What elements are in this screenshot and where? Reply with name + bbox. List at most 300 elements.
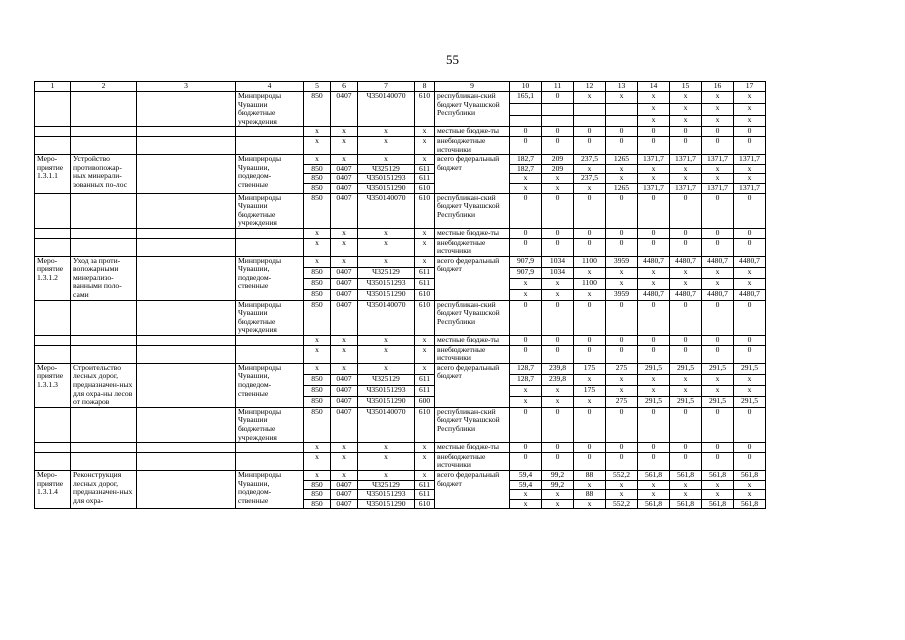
- source-cell: местные бюдже-ты: [435, 443, 510, 453]
- executor-cell: Минприроды Чувашии, подведом-ственные: [236, 256, 304, 300]
- code-cell: x: [415, 127, 435, 137]
- code-cell: Ч325129: [358, 480, 415, 490]
- value-cell: x: [734, 480, 766, 490]
- code-cell: 0407: [331, 193, 358, 228]
- value-cell: 291,5: [734, 363, 766, 374]
- value-cell: 0: [574, 127, 606, 137]
- measure-name-cell: [71, 407, 137, 442]
- value-cell: 0: [638, 193, 670, 228]
- value-cell: x: [670, 174, 702, 184]
- value-cell: x: [702, 92, 734, 104]
- target-cell: [137, 193, 236, 228]
- code-cell: 0407: [331, 385, 358, 396]
- code-cell: 0407: [331, 499, 358, 509]
- value-cell: 0: [574, 136, 606, 154]
- value-cell: x: [574, 164, 606, 174]
- value-cell: 0: [638, 238, 670, 256]
- value-cell: 0: [542, 407, 574, 442]
- value-cell: 0: [670, 345, 702, 363]
- value-cell: 239,8: [542, 374, 574, 385]
- value-cell: 907,9: [510, 267, 542, 278]
- target-cell: [137, 136, 236, 154]
- measure-name-cell: Устройство противопожар-ных минерали-зованных по-лос: [71, 155, 137, 193]
- value-cell: [606, 115, 638, 127]
- table-row: [35, 136, 766, 154]
- value-cell: [574, 103, 606, 115]
- code-cell: 610: [415, 499, 435, 509]
- value-cell: 0: [702, 127, 734, 137]
- value-cell: 561,8: [734, 499, 766, 509]
- value-cell: x: [510, 490, 542, 500]
- measure-cell: [35, 443, 71, 453]
- value-cell: 0: [542, 193, 574, 228]
- value-cell: 0: [734, 452, 766, 470]
- value-cell: 0: [510, 407, 542, 442]
- source-cell: республикан-ский бюджет Чувашской Республики: [435, 300, 510, 335]
- code-cell: 850: [304, 407, 331, 442]
- value-cell: 0: [702, 452, 734, 470]
- header-cell: 17: [734, 82, 766, 92]
- code-cell: x: [304, 443, 331, 453]
- value-cell: 1034: [542, 256, 574, 267]
- code-cell: x: [358, 443, 415, 453]
- value-cell: 182,7: [510, 155, 542, 165]
- code-cell: x: [358, 155, 415, 165]
- executor-cell: Минприроды Чувашии, подведом-ственные: [236, 470, 304, 508]
- value-cell: 0: [702, 345, 734, 363]
- code-cell: 850: [304, 174, 331, 184]
- header-cell: 9: [435, 82, 510, 92]
- value-cell: 4480,7: [702, 289, 734, 300]
- code-cell: 850: [304, 480, 331, 490]
- code-cell: x: [304, 155, 331, 165]
- executor-cell: Минприроды Чувашии, подведом-ственные: [236, 363, 304, 407]
- value-cell: 182,7: [510, 164, 542, 174]
- target-cell: [137, 238, 236, 256]
- code-cell: 850: [304, 374, 331, 385]
- code-cell: x: [331, 136, 358, 154]
- table-row: [35, 238, 766, 256]
- value-cell: x: [510, 183, 542, 193]
- value-cell: 0: [670, 193, 702, 228]
- table-row: [35, 193, 766, 228]
- header-cell: 8: [415, 82, 435, 92]
- code-cell: x: [331, 470, 358, 480]
- measure-name-cell: [71, 452, 137, 470]
- code-cell: x: [304, 256, 331, 267]
- code-cell: x: [304, 345, 331, 363]
- value-cell: 0: [670, 407, 702, 442]
- code-cell: 0407: [331, 480, 358, 490]
- code-cell: 611: [415, 490, 435, 500]
- value-cell: x: [510, 396, 542, 407]
- code-cell: x: [415, 336, 435, 346]
- value-cell: x: [574, 267, 606, 278]
- table-row: [35, 407, 766, 442]
- measure-cell: Меро-приятие 1.3.1.4: [35, 470, 71, 508]
- value-cell: x: [574, 396, 606, 407]
- code-cell: x: [358, 136, 415, 154]
- value-cell: 0: [638, 127, 670, 137]
- value-cell: 0: [542, 452, 574, 470]
- code-cell: 611: [415, 385, 435, 396]
- executor-cell: Минприроды Чувашии, подведом-ственные: [236, 155, 304, 193]
- table-row: [35, 127, 766, 137]
- value-cell: 275: [606, 396, 638, 407]
- header-cell: 3: [137, 82, 236, 92]
- code-cell: x: [331, 155, 358, 165]
- value-cell: 0: [542, 238, 574, 256]
- value-cell: 237,5: [574, 155, 606, 165]
- value-cell: x: [734, 374, 766, 385]
- value-cell: 0: [702, 136, 734, 154]
- code-cell: x: [415, 345, 435, 363]
- value-cell: 0: [702, 407, 734, 442]
- value-cell: 291,5: [638, 363, 670, 374]
- code-cell: Ч350140070: [358, 300, 415, 335]
- executor-cell: [236, 127, 304, 137]
- value-cell: 0: [574, 345, 606, 363]
- code-cell: x: [358, 238, 415, 256]
- value-cell: 291,5: [638, 396, 670, 407]
- value-cell: x: [606, 92, 638, 104]
- measure-cell: [35, 407, 71, 442]
- value-cell: 0: [606, 193, 638, 228]
- value-cell: 0: [734, 345, 766, 363]
- header-cell: 16: [702, 82, 734, 92]
- value-cell: 0: [734, 136, 766, 154]
- value-cell: 291,5: [702, 363, 734, 374]
- executor-cell: Минприроды Чувашии бюджетные учреждения: [236, 92, 304, 127]
- value-cell: 59,4: [510, 480, 542, 490]
- value-cell: x: [702, 164, 734, 174]
- value-cell: x: [510, 174, 542, 184]
- value-cell: x: [638, 103, 670, 115]
- header-cell: 10: [510, 82, 542, 92]
- value-cell: 1100: [574, 278, 606, 289]
- code-cell: x: [304, 363, 331, 374]
- value-cell: x: [734, 92, 766, 104]
- code-cell: 850: [304, 92, 331, 127]
- value-cell: 0: [606, 300, 638, 335]
- value-cell: 1265: [606, 155, 638, 165]
- value-cell: 561,8: [702, 499, 734, 509]
- value-cell: x: [702, 267, 734, 278]
- value-cell: 0: [670, 452, 702, 470]
- value-cell: 1371,7: [702, 183, 734, 193]
- value-cell: 561,8: [638, 470, 670, 480]
- code-cell: x: [415, 452, 435, 470]
- value-cell: 209: [542, 155, 574, 165]
- measure-name-cell: [71, 345, 137, 363]
- value-cell: 0: [510, 300, 542, 335]
- value-cell: 0: [606, 238, 638, 256]
- value-cell: 0: [574, 238, 606, 256]
- table-row: [35, 345, 766, 363]
- value-cell: 0: [670, 228, 702, 238]
- value-cell: x: [670, 480, 702, 490]
- value-cell: x: [542, 183, 574, 193]
- measure-cell: [35, 127, 71, 137]
- value-cell: 0: [734, 407, 766, 442]
- code-cell: Ч350140070: [358, 407, 415, 442]
- value-cell: x: [734, 267, 766, 278]
- code-cell: Ч350151290: [358, 183, 415, 193]
- value-cell: 0: [574, 300, 606, 335]
- header-cell: 5: [304, 82, 331, 92]
- source-cell: республикан-ский бюджет Чувашской Республики: [435, 193, 510, 228]
- code-cell: x: [304, 336, 331, 346]
- header-cell: 14: [638, 82, 670, 92]
- value-cell: x: [638, 278, 670, 289]
- value-cell: x: [638, 267, 670, 278]
- executor-cell: Минприроды Чувашии бюджетные учреждения: [236, 193, 304, 228]
- code-cell: 0407: [331, 300, 358, 335]
- code-cell: x: [415, 155, 435, 165]
- code-cell: x: [331, 452, 358, 470]
- value-cell: 0: [574, 336, 606, 346]
- value-cell: 0: [606, 228, 638, 238]
- measure-cell: [35, 238, 71, 256]
- table-row: [35, 92, 766, 104]
- code-cell: x: [358, 452, 415, 470]
- value-cell: 237,5: [574, 174, 606, 184]
- source-cell: внебюджетные источники: [435, 238, 510, 256]
- value-cell: x: [606, 480, 638, 490]
- value-cell: 4480,7: [734, 289, 766, 300]
- code-cell: Ч325129: [358, 267, 415, 278]
- value-cell: 0: [702, 228, 734, 238]
- measure-name-cell: [71, 238, 137, 256]
- value-cell: 0: [670, 127, 702, 137]
- target-cell: [137, 155, 236, 193]
- value-cell: 0: [638, 228, 670, 238]
- value-cell: x: [510, 385, 542, 396]
- value-cell: 0: [670, 136, 702, 154]
- code-cell: x: [415, 136, 435, 154]
- value-cell: 0: [702, 336, 734, 346]
- value-cell: 552,2: [606, 499, 638, 509]
- value-cell: x: [574, 92, 606, 104]
- value-cell: 4480,7: [670, 256, 702, 267]
- code-cell: x: [331, 345, 358, 363]
- value-cell: 0: [542, 228, 574, 238]
- value-cell: x: [638, 115, 670, 127]
- value-cell: 0: [638, 336, 670, 346]
- value-cell: 4480,7: [734, 256, 766, 267]
- value-cell: 0: [734, 127, 766, 137]
- value-cell: 175: [574, 385, 606, 396]
- target-cell: [137, 228, 236, 238]
- value-cell: 561,8: [638, 499, 670, 509]
- header-cell: 6: [331, 82, 358, 92]
- value-cell: x: [638, 374, 670, 385]
- code-cell: 0407: [331, 278, 358, 289]
- value-cell: 88: [574, 470, 606, 480]
- code-cell: x: [331, 256, 358, 267]
- value-cell: [574, 115, 606, 127]
- value-cell: x: [638, 174, 670, 184]
- code-cell: Ч350140070: [358, 193, 415, 228]
- code-cell: Ч350151293: [358, 278, 415, 289]
- code-cell: x: [415, 363, 435, 374]
- code-cell: 611: [415, 374, 435, 385]
- table-row: [35, 300, 766, 335]
- value-cell: 0: [734, 238, 766, 256]
- value-cell: x: [542, 499, 574, 509]
- code-cell: 610: [415, 92, 435, 127]
- source-cell: внебюджетные источники: [435, 345, 510, 363]
- value-cell: 0: [670, 238, 702, 256]
- value-cell: x: [510, 289, 542, 300]
- value-cell: 0: [606, 127, 638, 137]
- value-cell: x: [606, 267, 638, 278]
- source-cell: местные бюдже-ты: [435, 336, 510, 346]
- code-cell: x: [304, 470, 331, 480]
- executor-cell: [236, 136, 304, 154]
- value-cell: 0: [542, 300, 574, 335]
- measure-name-cell: [71, 127, 137, 137]
- value-cell: x: [574, 289, 606, 300]
- value-cell: 1371,7: [670, 155, 702, 165]
- value-cell: 552,2: [606, 470, 638, 480]
- target-cell: [137, 127, 236, 137]
- header-cell: 4: [236, 82, 304, 92]
- code-cell: 850: [304, 289, 331, 300]
- value-cell: x: [734, 164, 766, 174]
- executor-cell: [236, 345, 304, 363]
- value-cell: 0: [574, 452, 606, 470]
- value-cell: 0: [734, 300, 766, 335]
- value-cell: 0: [510, 238, 542, 256]
- code-cell: x: [331, 336, 358, 346]
- value-cell: 0: [638, 443, 670, 453]
- code-cell: x: [415, 470, 435, 480]
- value-cell: x: [702, 103, 734, 115]
- value-cell: 128,7: [510, 374, 542, 385]
- value-cell: x: [670, 278, 702, 289]
- code-cell: Ч350140070: [358, 92, 415, 127]
- value-cell: 0: [638, 452, 670, 470]
- value-cell: 0: [574, 228, 606, 238]
- code-cell: 0407: [331, 183, 358, 193]
- value-cell: x: [574, 480, 606, 490]
- source-cell: всего федеральный бюджет: [435, 256, 510, 300]
- value-cell: 1371,7: [734, 155, 766, 165]
- value-cell: x: [542, 490, 574, 500]
- value-cell: 0: [734, 443, 766, 453]
- value-cell: 0: [638, 345, 670, 363]
- code-cell: 611: [415, 278, 435, 289]
- code-cell: 0407: [331, 164, 358, 174]
- value-cell: 291,5: [670, 396, 702, 407]
- value-cell: x: [734, 278, 766, 289]
- code-cell: x: [331, 238, 358, 256]
- code-cell: x: [304, 127, 331, 137]
- code-cell: 611: [415, 174, 435, 184]
- value-cell: 0: [542, 136, 574, 154]
- value-cell: 0: [734, 336, 766, 346]
- code-cell: x: [331, 228, 358, 238]
- value-cell: 3959: [606, 256, 638, 267]
- value-cell: 0: [670, 300, 702, 335]
- executor-cell: [236, 238, 304, 256]
- value-cell: x: [638, 385, 670, 396]
- value-cell: x: [734, 103, 766, 115]
- code-cell: x: [331, 127, 358, 137]
- value-cell: x: [542, 174, 574, 184]
- code-cell: x: [304, 452, 331, 470]
- measure-cell: [35, 345, 71, 363]
- code-cell: 0407: [331, 289, 358, 300]
- value-cell: 0: [606, 443, 638, 453]
- header-cell: 7: [358, 82, 415, 92]
- code-cell: x: [358, 470, 415, 480]
- value-cell: 0: [606, 407, 638, 442]
- value-cell: 1265: [606, 183, 638, 193]
- value-cell: [542, 103, 574, 115]
- value-cell: x: [606, 164, 638, 174]
- value-cell: x: [542, 385, 574, 396]
- source-cell: внебюджетные источники: [435, 452, 510, 470]
- code-cell: 850: [304, 385, 331, 396]
- value-cell: x: [606, 278, 638, 289]
- executor-cell: Минприроды Чувашии бюджетные учреждения: [236, 407, 304, 442]
- code-cell: 610: [415, 183, 435, 193]
- value-cell: 1034: [542, 267, 574, 278]
- value-cell: 3959: [606, 289, 638, 300]
- value-cell: 0: [638, 300, 670, 335]
- value-cell: 1100: [574, 256, 606, 267]
- target-cell: [137, 470, 236, 508]
- value-cell: 0: [542, 345, 574, 363]
- value-cell: x: [670, 115, 702, 127]
- value-cell: x: [542, 396, 574, 407]
- code-cell: Ч350151290: [358, 396, 415, 407]
- executor-cell: [236, 336, 304, 346]
- code-cell: x: [304, 228, 331, 238]
- code-cell: Ч350151293: [358, 490, 415, 500]
- value-cell: 0: [670, 443, 702, 453]
- measure-name-cell: [71, 228, 137, 238]
- value-cell: x: [606, 374, 638, 385]
- code-cell: x: [358, 345, 415, 363]
- code-cell: Ч325129: [358, 374, 415, 385]
- value-cell: x: [574, 499, 606, 509]
- budget-table: [34, 81, 766, 509]
- value-cell: 0: [510, 345, 542, 363]
- code-cell: 610: [415, 407, 435, 442]
- value-cell: 4480,7: [702, 256, 734, 267]
- measure-cell: Меро-приятие 1.3.1.3: [35, 363, 71, 407]
- value-cell: 165,1: [510, 92, 542, 104]
- source-cell: республикан-ский бюджет Чувашской Республики: [435, 407, 510, 442]
- table-row: [35, 452, 766, 470]
- code-cell: x: [415, 256, 435, 267]
- measure-name-cell: Строительство лесных дорог, предназначен-ных для охра-ны лесов от пожаров: [71, 363, 137, 407]
- value-cell: x: [702, 374, 734, 385]
- value-cell: 561,8: [670, 470, 702, 480]
- measure-cell: [35, 452, 71, 470]
- value-cell: x: [574, 374, 606, 385]
- value-cell: x: [670, 490, 702, 500]
- value-cell: x: [702, 385, 734, 396]
- code-cell: 0407: [331, 490, 358, 500]
- value-cell: x: [670, 164, 702, 174]
- value-cell: 0: [510, 228, 542, 238]
- page-number: 55: [446, 52, 459, 67]
- value-cell: 0: [510, 443, 542, 453]
